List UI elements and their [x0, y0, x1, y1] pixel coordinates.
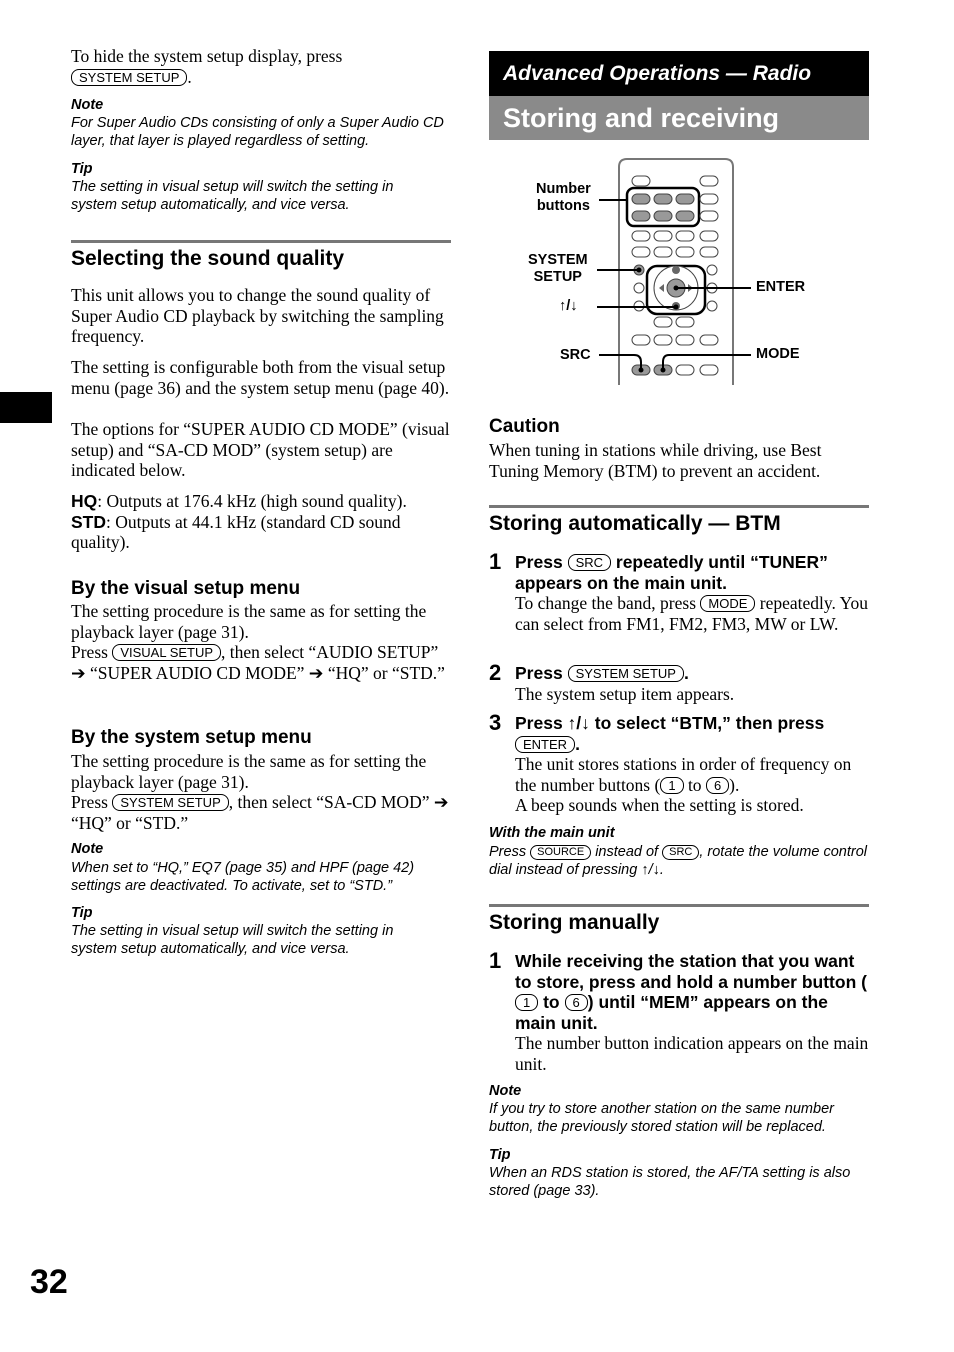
- step-number: 1: [489, 549, 502, 574]
- caution-text: When tuning in stations while driving, use Best Tuning Memory (BTM) to prevent an accident.: [489, 440, 822, 481]
- system-setup-heading: By the system setup menu: [71, 727, 312, 748]
- step-text: Press ↑/↓ to select “BTM,” then press: [515, 713, 825, 733]
- src-label: SRC: [560, 347, 591, 363]
- visual-select-text: , then select “AUDIO SETUP” ➔ “SUPER AUDIO CD MODE” ➔ “HQ” or “STD.”: [71, 642, 445, 683]
- enter-label: ENTER: [756, 279, 806, 295]
- visual-para: The setting procedure is the same as for setting the playback layer (page 31).: [71, 601, 427, 642]
- paragraph: The setting is configurable both from the visual setup menu (page 36) and the system setup menu (page 40).: [71, 357, 450, 398]
- intro-text: To hide the system setup display, press: [71, 46, 343, 66]
- detail-text: The unit stores stations in order of frequency on the number buttons (: [515, 754, 852, 795]
- detail-text: repeatedly. You can select from FM1, FM2, FM3, MW or LW.: [515, 593, 868, 634]
- mode-key: MODE: [700, 595, 755, 612]
- system-setup-key: SYSTEM SETUP: [568, 665, 684, 682]
- step-instruction: [515, 552, 869, 593]
- visual-setup-heading: By the visual setup menu: [71, 578, 301, 599]
- press-text: Press: [515, 663, 563, 683]
- detail-text: To change the band, press: [515, 593, 697, 613]
- page-number: 32: [30, 1263, 68, 1301]
- system-para: The setting procedure is the same as for setting the playback layer (page 31).: [71, 751, 427, 792]
- step-number: 2: [489, 660, 502, 685]
- step-instruction: Press SYSTEM SETUP .: [515, 663, 689, 683]
- btm-step-2: [515, 663, 869, 704]
- std-text: : Outputs at 44.1 kHz (standard CD sound quality).: [71, 511, 401, 552]
- step-detail: [515, 754, 869, 816]
- step-text: repeatedly until “TUNER” appears on the main unit.: [515, 552, 828, 593]
- section-rule: [71, 240, 451, 243]
- number-key-6: 6: [565, 994, 588, 1011]
- source-key: SOURCE: [530, 845, 591, 860]
- tip2-heading: Tip: [71, 905, 93, 921]
- note-heading: Note: [489, 1083, 522, 1099]
- system-setup-key: SYSTEM SETUP: [112, 794, 228, 811]
- manual-heading: Storing manually: [489, 911, 660, 934]
- to-text: to: [543, 992, 560, 1012]
- btm-step-3: [515, 713, 869, 816]
- number-key-1: 1: [660, 777, 683, 794]
- note2-text: When set to “HQ,” EQ7 (page 35) and HPF (page 42) settings are deactivated. To activate, set to “STD.”: [71, 860, 415, 894]
- to-text: to: [687, 774, 702, 795]
- note-text: If you try to store another station on the same number button, the previously stored station will be replaced.: [489, 1101, 834, 1135]
- up-down-label: ↑/↓: [559, 298, 578, 314]
- mode-label: MODE: [756, 346, 800, 362]
- system-setup-label: SYSTEM SETUP: [528, 252, 588, 285]
- section-title: Selecting the sound quality: [71, 247, 345, 270]
- section-tab-marker: [0, 392, 52, 423]
- system-setup-key: SYSTEM SETUP: [71, 69, 187, 86]
- tip-heading: Tip: [489, 1147, 511, 1163]
- step-instruction: Press ↑/↓ to select “BTM,” then press ENTER .: [515, 713, 825, 754]
- detail-text: A beep sounds when the setting is stored.: [515, 795, 804, 815]
- section-rule: [489, 904, 869, 907]
- intro-paragraph: To hide the system setup display, press SYSTEM SETUP .: [71, 46, 343, 87]
- step-detail: [515, 593, 869, 634]
- main-unit-text: [489, 843, 869, 879]
- step-detail: The system setup item appears.: [515, 683, 735, 704]
- system-setup-body: [71, 751, 451, 833]
- note-text: , rotate the volume control dial instead of pressing ↑/↓.: [489, 844, 868, 878]
- manual-step-1: [515, 951, 869, 1074]
- number-key-6: 6: [706, 777, 729, 794]
- step-text: ) until “MEM” appears on the main unit.: [515, 992, 828, 1033]
- tip2-text: The setting in visual setup will switch the setting in system setup automatically, and vice versa.: [71, 923, 394, 957]
- note1-heading: Note: [71, 97, 104, 113]
- enter-key: ENTER: [515, 736, 575, 753]
- number-key-1: 1: [515, 994, 538, 1011]
- chapter-banner: [489, 51, 869, 177]
- main-unit-heading: With the main unit: [489, 825, 615, 841]
- paragraph: This unit allows you to change the sound quality of Super Audio CD playback by switching the sampling frequency.: [71, 285, 444, 346]
- note-text: instead of: [595, 844, 659, 860]
- tip-text: When an RDS station is stored, the AF/TA setting is also stored (page 33).: [489, 1165, 851, 1199]
- note-text: Press: [489, 844, 527, 860]
- tip1-text: The setting in visual setup will switch the setting in system setup automatically, and vice versa.: [71, 179, 394, 213]
- note1-text: For Super Audio CDs consisting of only a Super Audio CD layer, that layer is played regardless of setting.: [71, 115, 444, 149]
- detail-text: ).: [729, 774, 740, 795]
- paragraph: The options for “SUPER AUDIO CD MODE” (visual setup) and “SA-CD MOD” (system setup) are indicated below.: [71, 419, 450, 480]
- hq-label: HQ: [71, 491, 98, 511]
- note2-heading: Note: [71, 841, 104, 857]
- number-buttons-label: Number buttons: [536, 181, 591, 214]
- press-text: Press: [71, 792, 108, 812]
- step-text: While receiving the station that you want to store, press and hold a number button (: [515, 951, 867, 992]
- step-number: 1: [489, 948, 502, 973]
- chapter-title: Storing and receiving stations: [489, 96, 869, 140]
- chapter-category: Advanced Operations — Radio: [489, 51, 869, 96]
- btm-step-1: [515, 552, 869, 634]
- step-number: 3: [489, 710, 502, 735]
- visual-setup-body: [71, 601, 451, 683]
- tip1-heading: Tip: [71, 161, 93, 177]
- remote-diagram: [489, 155, 869, 390]
- section-rule: [489, 505, 869, 508]
- src-key: SRC: [568, 554, 611, 571]
- press-text: Press: [515, 552, 563, 572]
- visual-setup-key: VISUAL SETUP: [112, 644, 221, 661]
- step-instruction: [515, 951, 869, 1033]
- system-select-text: , then select “SA-CD MOD” ➔ “HQ” or “STD.”: [71, 792, 449, 833]
- press-text: Press: [71, 642, 108, 662]
- hq-text: : Outputs at 176.4 kHz (high sound quality).: [97, 491, 407, 511]
- btm-heading: Storing automatically — BTM: [489, 512, 781, 535]
- caution-heading: Caution: [489, 416, 560, 437]
- step-detail: The number button indication appears on the main unit.: [515, 1033, 869, 1074]
- hq-option: [71, 491, 451, 553]
- std-label: STD: [71, 511, 106, 532]
- src-key: SRC: [662, 845, 699, 860]
